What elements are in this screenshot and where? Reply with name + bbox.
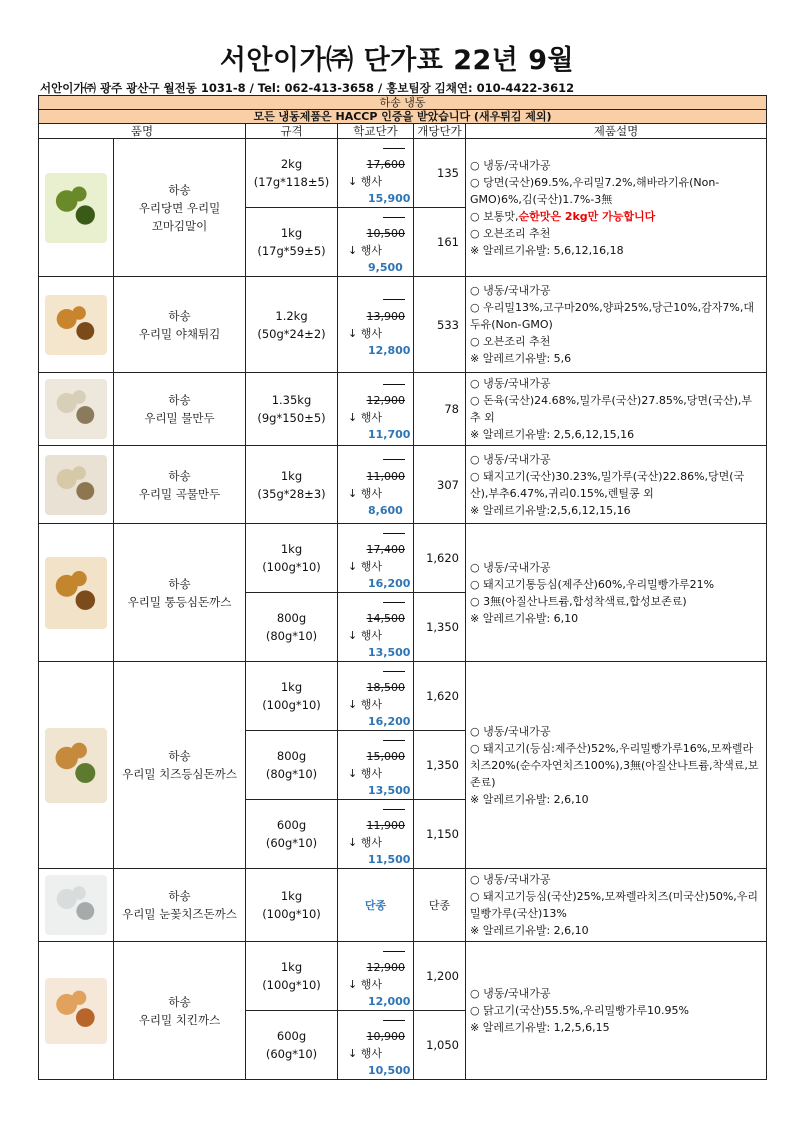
table-row [39, 446, 767, 524]
desc-line: ○ 냉동/국내가공 [470, 560, 551, 574]
desc-line: ○ 돼지고기등심(국산)25%,모짜렐라치즈(미국산)50%,우리밀빵가루(국산)13% [470, 890, 759, 920]
table-row [39, 139, 767, 208]
unit-price: 1,050 [414, 1011, 466, 1080]
desc-line: ※ 알레르기유발: 5,6 [470, 352, 572, 365]
event-price: 16,200 [368, 577, 411, 590]
event-label: ↓ 행사 [348, 1047, 382, 1060]
original-price: 10,900 [348, 1011, 413, 1045]
table-row [39, 277, 767, 373]
product-description [466, 373, 767, 446]
original-price: 10,500 [348, 208, 413, 242]
event-price: 8,600 [368, 503, 403, 517]
cheese-cutlet-photo [45, 728, 107, 803]
event-price: 13,500 [368, 646, 411, 659]
unit-price: 1,620 [414, 524, 466, 593]
product-spec: 1kg (100g*10) [246, 942, 338, 1011]
event-price: 11,700 [368, 428, 411, 441]
table-row [39, 373, 767, 446]
table-row [39, 662, 767, 731]
event-label: ↓ 행사 [348, 767, 382, 780]
header-spec: 규격 [246, 124, 338, 139]
vegetable-fritter-photo [45, 295, 107, 355]
haccp-notice: 모든 냉동제품은 HACCP 인증을 받았습니다 (새우튀김 제외) [39, 110, 767, 124]
product-spec: 1kg (100g*10) [246, 524, 338, 593]
product-image-cell [39, 446, 114, 524]
product-name: 하송 우리밀 치킨까스 [114, 942, 246, 1080]
gimmari-photo [45, 173, 107, 243]
original-price: 14,500 [348, 593, 413, 627]
original-price: 12,900 [348, 375, 413, 409]
product-image-cell [39, 662, 114, 869]
chicken-cutlet-photo [45, 978, 107, 1044]
table-row [39, 524, 767, 593]
grain-dumpling-photo [45, 455, 107, 515]
school-price [338, 662, 414, 731]
original-price: 17,400 [348, 524, 413, 558]
event-price: 9,500 [368, 261, 403, 274]
unit-price: 1,350 [414, 593, 466, 662]
desc-line: ○ 오븐조리 추천 [470, 226, 551, 240]
event-label: ↓ 행사 [348, 244, 382, 257]
original-price: 11,900 [348, 800, 413, 834]
product-image-cell [39, 373, 114, 446]
product-name: 하송 우리밀 곡물만두 [114, 446, 246, 524]
product-spec: 1kg (100g*10) [246, 869, 338, 942]
product-spec: 1.2kg (50g*24±2) [246, 277, 338, 373]
table-row [39, 942, 767, 1011]
desc-line: ○ 돼지고기통등심(제주산)60%,우리밀빵가루21% [470, 577, 715, 591]
product-name: 하송 우리밀 통등심돈까스 [114, 524, 246, 662]
header-name: 품명 [39, 124, 246, 139]
product-image-cell [39, 277, 114, 373]
desc-text: ○ 보통맛, [470, 209, 519, 223]
product-image-cell [39, 869, 114, 942]
product-spec: 2kg (17g*118±5) [246, 139, 338, 208]
event-price: 10,500 [368, 1064, 411, 1077]
product-spec: 800g (80g*10) [246, 593, 338, 662]
event-label: ↓ 행사 [348, 836, 382, 849]
product-image-cell [39, 942, 114, 1080]
desc-line: ※ 알레르기유발: 2,6,10 [470, 924, 589, 937]
desc-line: ※ 알레르기유발: 2,5,6,12,15,16 [470, 428, 635, 441]
desc-line: ○ 돼지고기(국산)30.23%,밀가루(국산)22.86%,당면(국산),부추6.47%,귀리0.15%,렌틸콩 외 [470, 469, 745, 500]
original-price: 13,900 [348, 291, 413, 325]
event-label: ↓ 행사 [348, 411, 382, 424]
table-row [39, 869, 767, 942]
product-spec: 1kg (35g*28±3) [246, 446, 338, 524]
school-price [338, 1011, 414, 1080]
school-price [338, 593, 414, 662]
product-name: 하송 우리밀 야채튀김 [114, 277, 246, 373]
desc-line: ※ 알레르기유발: 2,6,10 [470, 792, 589, 806]
desc-line: ※ 알레르기유발: 6,10 [470, 611, 579, 625]
category-band: 하송 냉동 [39, 96, 767, 110]
desc-line: ○ 냉동/국내가공 [470, 724, 551, 738]
unit-price: 135 [414, 139, 466, 208]
unit-price: 1,350 [414, 731, 466, 800]
page-title: 서안이가㈜ 단가표 22년 9월 [219, 45, 575, 76]
desc-line: ○ 당면(국산)69.5%,우리밀7.2%,해바라기유(Non-GMO)6%,김(국산)1.7%-3無 [470, 175, 720, 206]
desc-line: ○ 돈육(국산)24.68%,밀가루(국산)27.85%,당면(국산),부추 외 [470, 394, 752, 424]
original-price: 18,500 [348, 662, 413, 696]
desc-line: ○ 돼지고기(등심:제주산)52%,우리밀빵가루16%,모짜렐라치즈20%(순수자연치즈100%),3無(아질산나트륨,착색료,보존료) [470, 741, 759, 789]
desc-line [470, 208, 762, 225]
original-price: 17,600 [348, 139, 413, 173]
original-price: 12,900 [348, 942, 413, 976]
unit-price: 307 [414, 446, 466, 524]
product-spec: 1.35kg (9g*150±5) [246, 373, 338, 446]
school-price [338, 139, 414, 208]
event-label: ↓ 행사 [348, 978, 382, 991]
header-unit-price: 개당단가 [414, 124, 466, 139]
desc-line: ○ 우리밀13%,고구마20%,양파25%,당근10%,감자7%,대두유(Non-GMO) [470, 301, 754, 331]
header-description: 제품설명 [466, 124, 767, 139]
unit-price: 78 [414, 373, 466, 446]
event-label: ↓ 행사 [348, 486, 382, 500]
product-description [466, 869, 767, 942]
event-label: ↓ 행사 [348, 698, 382, 711]
product-description [466, 139, 767, 277]
desc-line: ○ 냉동/국내가공 [470, 158, 551, 172]
desc-line: ○ 냉동/국내가공 [470, 987, 551, 1000]
event-price: 16,200 [368, 715, 411, 728]
product-name: 하송 우리밀 눈꽃치즈돈까스 [114, 869, 246, 942]
event-price: 15,900 [368, 192, 411, 205]
company-info: 서안이가㈜ 광주 광산구 월전동 1031-8 / Tel: 062-413-3658 / 홍보팀장 김채연: 010-4422-3612 [40, 81, 575, 95]
product-name: 하송 우리밀 치즈등심돈까스 [114, 662, 246, 869]
event-price: 13,500 [368, 784, 411, 797]
product-name: 하송 우리밀 물만두 [114, 373, 246, 446]
desc-line: ○ 냉동/국내가공 [470, 284, 551, 297]
product-spec: 800g (80g*10) [246, 731, 338, 800]
school-price [338, 277, 414, 373]
discontinued-label: 단종 [338, 869, 414, 942]
event-price: 12,800 [368, 343, 411, 357]
product-description [466, 277, 767, 373]
school-price [338, 800, 414, 869]
school-price [338, 731, 414, 800]
unit-price: 533 [414, 277, 466, 373]
school-price [338, 524, 414, 593]
product-description [466, 662, 767, 869]
product-description [466, 446, 767, 524]
product-description [466, 524, 767, 662]
pork-cutlet-photo [45, 557, 107, 629]
unit-price: 1,620 [414, 662, 466, 731]
product-image-cell [39, 524, 114, 662]
desc-line: ○ 냉동/국내가공 [470, 452, 551, 466]
school-price [338, 942, 414, 1011]
price-table [38, 95, 767, 1080]
school-price [338, 208, 414, 277]
original-price: 15,000 [348, 731, 413, 765]
unit-price: 1,200 [414, 942, 466, 1011]
unit-price: 161 [414, 208, 466, 277]
event-label: ↓ 행사 [348, 560, 382, 573]
product-image-cell [39, 139, 114, 277]
product-description [466, 942, 767, 1080]
desc-line: ※ 알레르기유발:2,5,6,12,15,16 [470, 503, 631, 517]
water-dumpling-photo [45, 379, 107, 439]
desc-line: ○ 냉동/국내가공 [470, 873, 551, 886]
desc-line: ○ 3無(아질산나트륨,합성착색료,합성보존료) [470, 594, 687, 608]
product-spec: 1kg (17g*59±5) [246, 208, 338, 277]
school-price [338, 373, 414, 446]
desc-line: ○ 닭고기(국산)55.5%,우리밀빵가루10.95% [470, 1004, 689, 1017]
desc-highlight: 순한맛은 2kg만 가능합니다 [518, 209, 656, 223]
product-name: 하송 우리당면 우리밀 꼬마김말이 [114, 139, 246, 277]
header-school-price: 학교단가 [338, 124, 414, 139]
unit-price: 1,150 [414, 800, 466, 869]
original-price: 11,000 [348, 451, 413, 485]
desc-line: ○ 오븐조리 추천 [470, 335, 551, 348]
desc-line: ※ 알레르기유발: 5,6,12,16,18 [470, 243, 624, 257]
desc-line: ※ 알레르기유발: 1,2,5,6,15 [470, 1021, 610, 1034]
unit-price: 단종 [414, 869, 466, 942]
snow-cheese-cutlet-photo [45, 875, 107, 935]
event-price: 11,500 [368, 853, 411, 866]
event-label: ↓ 행사 [348, 326, 382, 340]
product-spec: 600g (60g*10) [246, 1011, 338, 1080]
event-label: ↓ 행사 [348, 629, 382, 642]
product-spec: 600g (60g*10) [246, 800, 338, 869]
event-price: 12,000 [368, 995, 411, 1008]
desc-line: ○ 냉동/국내가공 [470, 377, 551, 390]
event-label: ↓ 행사 [348, 175, 382, 188]
product-spec: 1kg (100g*10) [246, 662, 338, 731]
school-price [338, 446, 414, 524]
